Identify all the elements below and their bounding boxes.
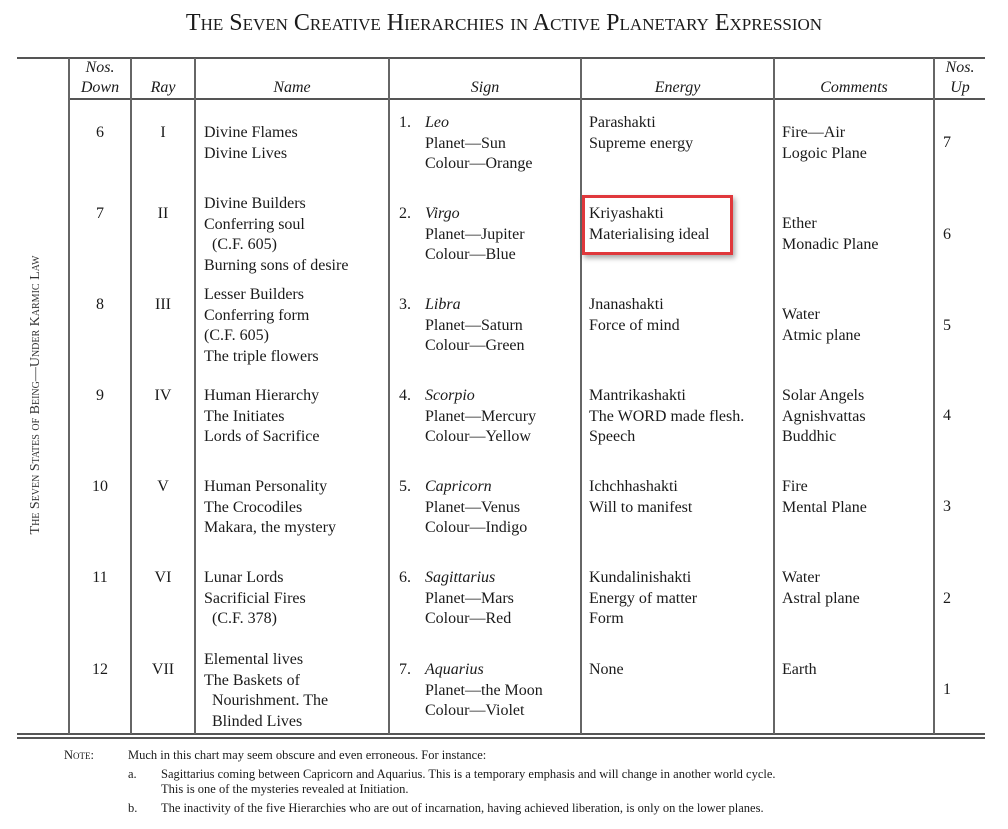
- colour-line: Colour—Red: [425, 610, 512, 627]
- name-line: Lunar Lords: [204, 569, 284, 586]
- sign-name: Virgo: [425, 205, 460, 222]
- comments-cell: [782, 477, 867, 518]
- nos-up-cell: 3: [943, 498, 951, 515]
- planet-line: Planet—Saturn: [425, 316, 523, 334]
- energy-cell: [589, 568, 697, 630]
- comments-line: Agnishvattas: [782, 407, 866, 425]
- header-nos-up: [935, 58, 985, 98]
- energy-line: Parashakti: [589, 114, 656, 131]
- comments-line: Solar Angels: [782, 387, 865, 404]
- header-nos-up-line2: Up: [950, 79, 970, 96]
- table-top-rule: [17, 57, 985, 59]
- planet-line: Planet—Mars: [425, 589, 514, 607]
- sign-name: Scorpio: [425, 387, 475, 404]
- planet-line: Planet—Jupiter: [425, 225, 525, 243]
- name-line: The triple flowers: [204, 347, 319, 365]
- energy-line: None: [589, 661, 624, 678]
- nos-up-cell: 2: [943, 590, 951, 607]
- planet-line: Planet—Venus: [425, 498, 521, 516]
- sign-cell: [399, 204, 525, 266]
- comments-cell: [782, 660, 817, 681]
- name-line: (C.F. 378): [204, 610, 277, 627]
- nos-up-cell: 1: [943, 681, 951, 698]
- energy-line: Will to manifest: [589, 498, 693, 516]
- comments-line: Astral plane: [782, 589, 860, 607]
- name-line: Human Hierarchy: [204, 387, 320, 404]
- name-line: (C.F. 605): [204, 327, 269, 344]
- nos-up-cell: 7: [943, 134, 951, 151]
- energy-line: Kundalinishakti: [589, 569, 692, 586]
- comments-line: Fire—Air: [782, 124, 846, 141]
- comments-line: Mental Plane: [782, 498, 867, 516]
- energy-line: Mantrikashakti: [589, 387, 686, 404]
- name-line: Divine Flames: [204, 124, 298, 141]
- energy-cell: [589, 386, 744, 448]
- header-comments: Comments: [820, 79, 888, 96]
- name-line: Elemental lives: [204, 651, 304, 668]
- table-bottom-rule: [17, 733, 985, 735]
- sign-number: 1.: [399, 114, 411, 131]
- header-nos-up-line1: Nos.: [945, 59, 975, 76]
- name-line: Lords of Sacrifice: [204, 428, 320, 445]
- planet-line: Planet—the Moon: [425, 681, 543, 699]
- comments-cell: [782, 568, 860, 609]
- sign-line: [399, 295, 525, 316]
- name-cell: [204, 123, 298, 164]
- sign-number: 4.: [399, 387, 411, 404]
- nos-down-cell: 7: [96, 205, 104, 222]
- ray-cell: II: [157, 205, 169, 222]
- sign-number: 7.: [399, 661, 411, 678]
- highlight-box: [582, 195, 733, 255]
- comments-line: Water: [782, 569, 820, 586]
- comments-line: Water: [782, 306, 820, 323]
- nos-down-cell: 11: [92, 569, 108, 586]
- sign-line: [399, 568, 514, 589]
- sign-cell: [399, 295, 525, 357]
- sign-number: 5.: [399, 478, 411, 495]
- nos-up-cell: 5: [943, 317, 951, 334]
- energy-cell: [589, 113, 693, 154]
- name-line: Divine Lives: [204, 144, 288, 162]
- planet-line: Planet—Mercury: [425, 407, 537, 425]
- sign-line: [399, 660, 543, 681]
- header-sign: Sign: [470, 79, 500, 96]
- note-a-line2: This is one of the mysteries revealed at Initiation.: [161, 782, 409, 796]
- name-line: The Initiates: [204, 407, 285, 425]
- note-a-marker: a.: [128, 767, 137, 781]
- comments-line: Fire: [782, 478, 808, 495]
- sign-cell: [399, 568, 514, 630]
- comments-cell: [782, 214, 878, 255]
- nos-down-cell: 12: [92, 661, 108, 678]
- note-label: Note:: [64, 748, 94, 762]
- colour-line: Colour—Violet: [425, 702, 525, 719]
- column-divider: [194, 58, 196, 734]
- column-divider: [580, 58, 582, 734]
- sign-name: Aquarius: [425, 661, 484, 678]
- name-line: Makara, the mystery: [204, 519, 336, 536]
- sign-cell: [399, 660, 543, 722]
- sign-cell: [399, 113, 533, 175]
- column-divider: [773, 58, 775, 734]
- ray-cell: VI: [154, 569, 172, 586]
- sign-cell: [399, 386, 536, 448]
- ray-cell: IV: [154, 387, 172, 404]
- comments-line: Monadic Plane: [782, 235, 879, 253]
- column-divider: [933, 58, 935, 734]
- note-b-marker: b.: [128, 801, 138, 815]
- header-energy: Energy: [654, 79, 701, 96]
- ray-cell: VII: [151, 661, 175, 678]
- name-cell: [204, 386, 320, 448]
- comments-cell: [782, 386, 866, 448]
- comments-line: Buddhic: [782, 428, 837, 445]
- header-name: Name: [273, 79, 311, 96]
- energy-line: Energy of matter: [589, 589, 698, 607]
- energy-line: Speech: [589, 428, 636, 445]
- sign-line: [399, 113, 533, 134]
- name-line: The Crocodiles: [204, 498, 303, 516]
- energy-cell: [589, 477, 692, 518]
- ray-cell: V: [157, 478, 169, 495]
- name-line: Divine Builders: [204, 195, 306, 212]
- name-line: Conferring soul: [204, 215, 305, 233]
- name-line: Nourishment. The: [204, 692, 329, 709]
- energy-line: Force of mind: [589, 316, 680, 334]
- colour-line: Colour—Green: [425, 337, 525, 354]
- energy-line: The WORD made flesh.: [589, 407, 745, 425]
- name-line: Sacrificial Fires: [204, 589, 306, 607]
- sign-number: 3.: [399, 296, 411, 313]
- name-cell: [204, 194, 348, 276]
- sign-number: 2.: [399, 205, 411, 222]
- comments-line: Logoic Plane: [782, 144, 867, 162]
- name-line: Human Personality: [204, 478, 328, 495]
- comments-cell: [782, 305, 861, 346]
- note-b-line1: The inactivity of the five Hierarchies who are out of incarnation, having achieved liberation, is only on the lower planes.: [161, 801, 764, 815]
- sign-number: 6.: [399, 569, 411, 586]
- note-intro: Much in this chart may seem obscure and even erroneous. For instance:: [128, 748, 487, 762]
- sign-cell: [399, 477, 527, 539]
- name-cell: [204, 568, 306, 630]
- nos-down-cell: 8: [96, 296, 104, 313]
- energy-line: Materialising ideal: [589, 225, 710, 243]
- name-line: (C.F. 605): [204, 236, 277, 253]
- header-rule: [68, 98, 985, 100]
- comments-line: Ether: [782, 215, 817, 232]
- header-nos-down-line1: Nos.: [85, 59, 115, 76]
- nos-down-cell: 9: [96, 387, 104, 404]
- energy-line: Jnanashakti: [589, 296, 664, 313]
- sign-name: Sagittarius: [425, 569, 496, 586]
- side-label-text: The Seven States of Being—Under Karmic Law: [28, 255, 43, 535]
- nos-down-cell: 10: [92, 478, 108, 495]
- sign-name: Capricorn: [425, 478, 492, 495]
- sign-line: [399, 204, 525, 225]
- name-line: Blinded Lives: [204, 712, 303, 730]
- note-a-line1: Sagittarius coming between Capricorn and Aquarius. This is a temporary emphasis and will change in another world cycle.: [161, 767, 776, 781]
- planet-line: Planet—Sun: [425, 134, 506, 152]
- ray-cell: III: [155, 296, 171, 313]
- ray-cell: I: [160, 124, 166, 141]
- chart-title: The Seven Creative Hierarchies in Active Planetary Expression: [185, 10, 823, 36]
- header-ray: Ray: [150, 79, 176, 96]
- energy-line: Kriyashakti: [589, 205, 664, 222]
- sign-name: Libra: [425, 296, 461, 313]
- colour-line: Colour—Blue: [425, 246, 516, 263]
- name-cell: [204, 650, 328, 732]
- column-divider: [388, 58, 390, 734]
- name-line: Conferring form: [204, 306, 310, 324]
- nos-up-cell: 6: [943, 226, 951, 243]
- nos-up-cell: 4: [943, 407, 951, 424]
- nos-down-cell: 6: [96, 124, 104, 141]
- name-cell: [204, 477, 336, 539]
- name-line: The Baskets of: [204, 671, 300, 689]
- sign-line: [399, 386, 536, 407]
- comments-line: Atmic plane: [782, 326, 861, 344]
- table-bottom-rule-2: [17, 737, 985, 739]
- name-line: Burning sons of desire: [204, 256, 349, 274]
- energy-cell: [589, 295, 680, 336]
- name-cell: [204, 285, 319, 367]
- colour-line: Colour—Orange: [425, 155, 533, 172]
- sign-line: [399, 477, 527, 498]
- energy-line: Supreme energy: [589, 134, 694, 152]
- colour-line: Colour—Indigo: [425, 519, 528, 536]
- comments-cell: [782, 123, 867, 164]
- header-nos-down: [70, 58, 130, 98]
- energy-cell: [589, 660, 624, 681]
- energy-line: Ichchhashakti: [589, 478, 678, 495]
- sign-name: Leo: [425, 114, 449, 131]
- energy-line: Form: [589, 610, 624, 627]
- comments-line: Earth: [782, 661, 817, 678]
- header-nos-down-line2: Down: [80, 79, 120, 96]
- name-line: Lesser Builders: [204, 286, 304, 303]
- colour-line: Colour—Yellow: [425, 428, 531, 445]
